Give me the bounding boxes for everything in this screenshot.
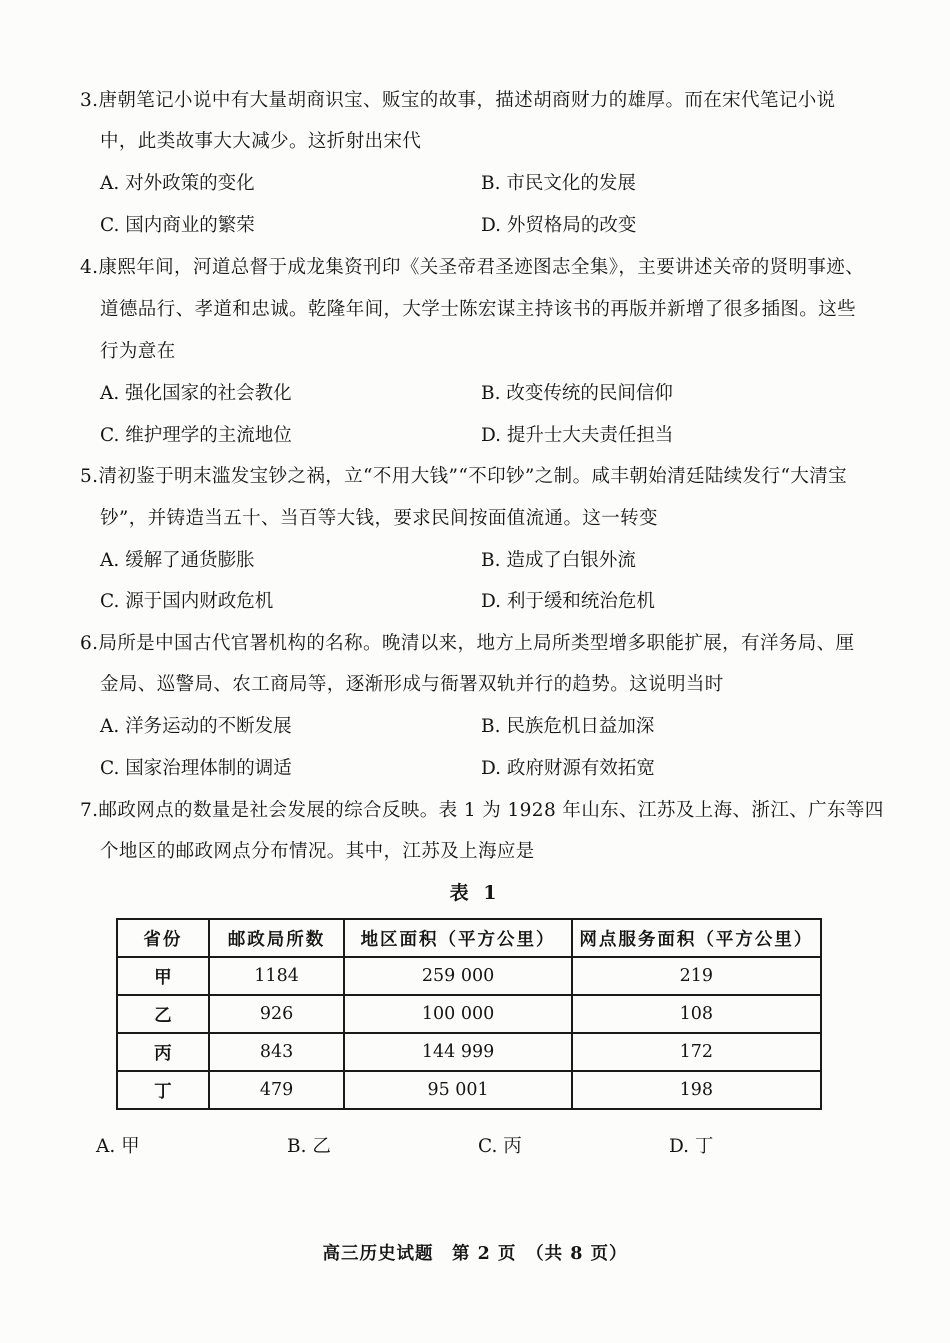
cell-province: 丁 xyxy=(117,1071,209,1109)
q4-option-c: C. 维护理学的主流地位 xyxy=(100,425,292,446)
table-row xyxy=(117,1033,821,1071)
q7-stem-line2: 个地区的邮政网点分布情况。其中，江苏及上海应是 xyxy=(100,841,535,862)
q3-option-c: C. 国内商业的繁荣 xyxy=(100,215,255,236)
q6-stem-line2: 金局、巡警局、农工商局等，逐渐形成与衙署双轨并行的趋势。这说明当时 xyxy=(100,674,724,695)
cell-post-offices: 479 xyxy=(209,1071,345,1109)
q4-stem-line3: 行为意在 xyxy=(100,341,176,362)
q7-option-a: A. 甲 xyxy=(96,1136,140,1157)
q7-option-d: D. 丁 xyxy=(669,1136,714,1157)
header-area: 地区面积（平方公里） xyxy=(344,919,571,957)
cell-post-offices: 843 xyxy=(209,1033,345,1071)
q4-option-d: D. 提升士大夫责任担当 xyxy=(481,425,674,446)
cell-service-area: 108 xyxy=(572,995,821,1033)
header-post-offices: 邮政局所数 xyxy=(209,919,345,957)
q5-stem-line2: 钞”，并铸造当五十、当百等大钱，要求民间按面值流通。这一转变 xyxy=(100,508,658,529)
q3-stem-line1: 3.唐朝笔记小说中有大量胡商识宝、贩宝的故事，描述胡商财力的雄厚。而在宋代笔记小说 xyxy=(80,90,836,111)
q5-option-b: B. 造成了白银外流 xyxy=(481,550,636,571)
q7-option-c: C. 丙 xyxy=(478,1136,522,1157)
q4-stem-line2: 道德品行、孝道和忠诚。乾隆年间，大学士陈宏谋主持该书的再版并新增了很多插图。这些 xyxy=(100,299,857,320)
cell-service-area: 219 xyxy=(572,957,821,995)
q6-option-d: D. 政府财源有效拓宽 xyxy=(481,758,655,779)
q5-option-d: D. 利于缓和统治危机 xyxy=(481,591,655,612)
postal-table xyxy=(116,918,822,1110)
cell-post-offices: 926 xyxy=(209,995,345,1033)
q7-option-b: B. 乙 xyxy=(287,1136,331,1157)
q3-option-b: B. 市民文化的发展 xyxy=(481,173,636,194)
table-row xyxy=(117,995,821,1033)
q6-option-c: C. 国家治理体制的调适 xyxy=(100,758,292,779)
table-row xyxy=(117,957,821,995)
q4-stem-line1: 4.康熙年间，河道总督于成龙集资刊印《关圣帝君圣迹图志全集》，主要讲述关帝的贤明事迹、 xyxy=(80,257,865,278)
q5-stem-line1: 5.清初鉴于明末滥发宝钞之祸，立“不用大钱”“不印钞”之制。咸丰朝始清廷陆续发行“大清宝 xyxy=(80,466,848,487)
cell-province: 甲 xyxy=(117,957,209,995)
q6-stem-line1: 6.局所是中国古代官署机构的名称。晚清以来，地方上局所类型增多职能扩展，有洋务局、厘 xyxy=(80,633,855,654)
cell-area: 95 001 xyxy=(344,1071,571,1109)
q3-option-a: A. 对外政策的变化 xyxy=(100,173,255,194)
cell-province: 乙 xyxy=(117,995,209,1033)
q3-option-d: D. 外贸格局的改变 xyxy=(481,215,637,236)
cell-area: 144 999 xyxy=(344,1033,571,1071)
q5-option-a: A. 缓解了通货膨胀 xyxy=(100,550,255,571)
q3-stem-line2: 中，此类故事大大减少。这折射出宋代 xyxy=(100,131,422,152)
cell-area: 259 000 xyxy=(344,957,571,995)
q4-option-a: A. 强化国家的社会教化 xyxy=(100,383,292,404)
cell-province: 丙 xyxy=(117,1033,209,1071)
q6-option-b: B. 民族危机日益加深 xyxy=(481,716,655,737)
q7-stem-line1: 7.邮政网点的数量是社会发展的综合反映。表 1 为 1928 年山东、江苏及上海、浙江、广东等四 xyxy=(80,800,884,821)
page-footer: 高三历史试题 第 2 页 （共 8 页） xyxy=(322,1244,628,1264)
table-caption: 表 1 xyxy=(449,882,501,904)
table-header-row xyxy=(117,919,821,957)
cell-area: 100 000 xyxy=(344,995,571,1033)
cell-post-offices: 1184 xyxy=(209,957,345,995)
cell-service-area: 198 xyxy=(572,1071,821,1109)
q5-option-c: C. 源于国内财政危机 xyxy=(100,591,274,612)
cell-service-area: 172 xyxy=(572,1033,821,1071)
q4-option-b: B. 改变传统的民间信仰 xyxy=(481,383,673,404)
q6-option-a: A. 洋务运动的不断发展 xyxy=(100,716,292,737)
header-province: 省份 xyxy=(117,919,209,957)
table-row xyxy=(117,1071,821,1109)
header-service-area: 网点服务面积（平方公里） xyxy=(572,919,821,957)
